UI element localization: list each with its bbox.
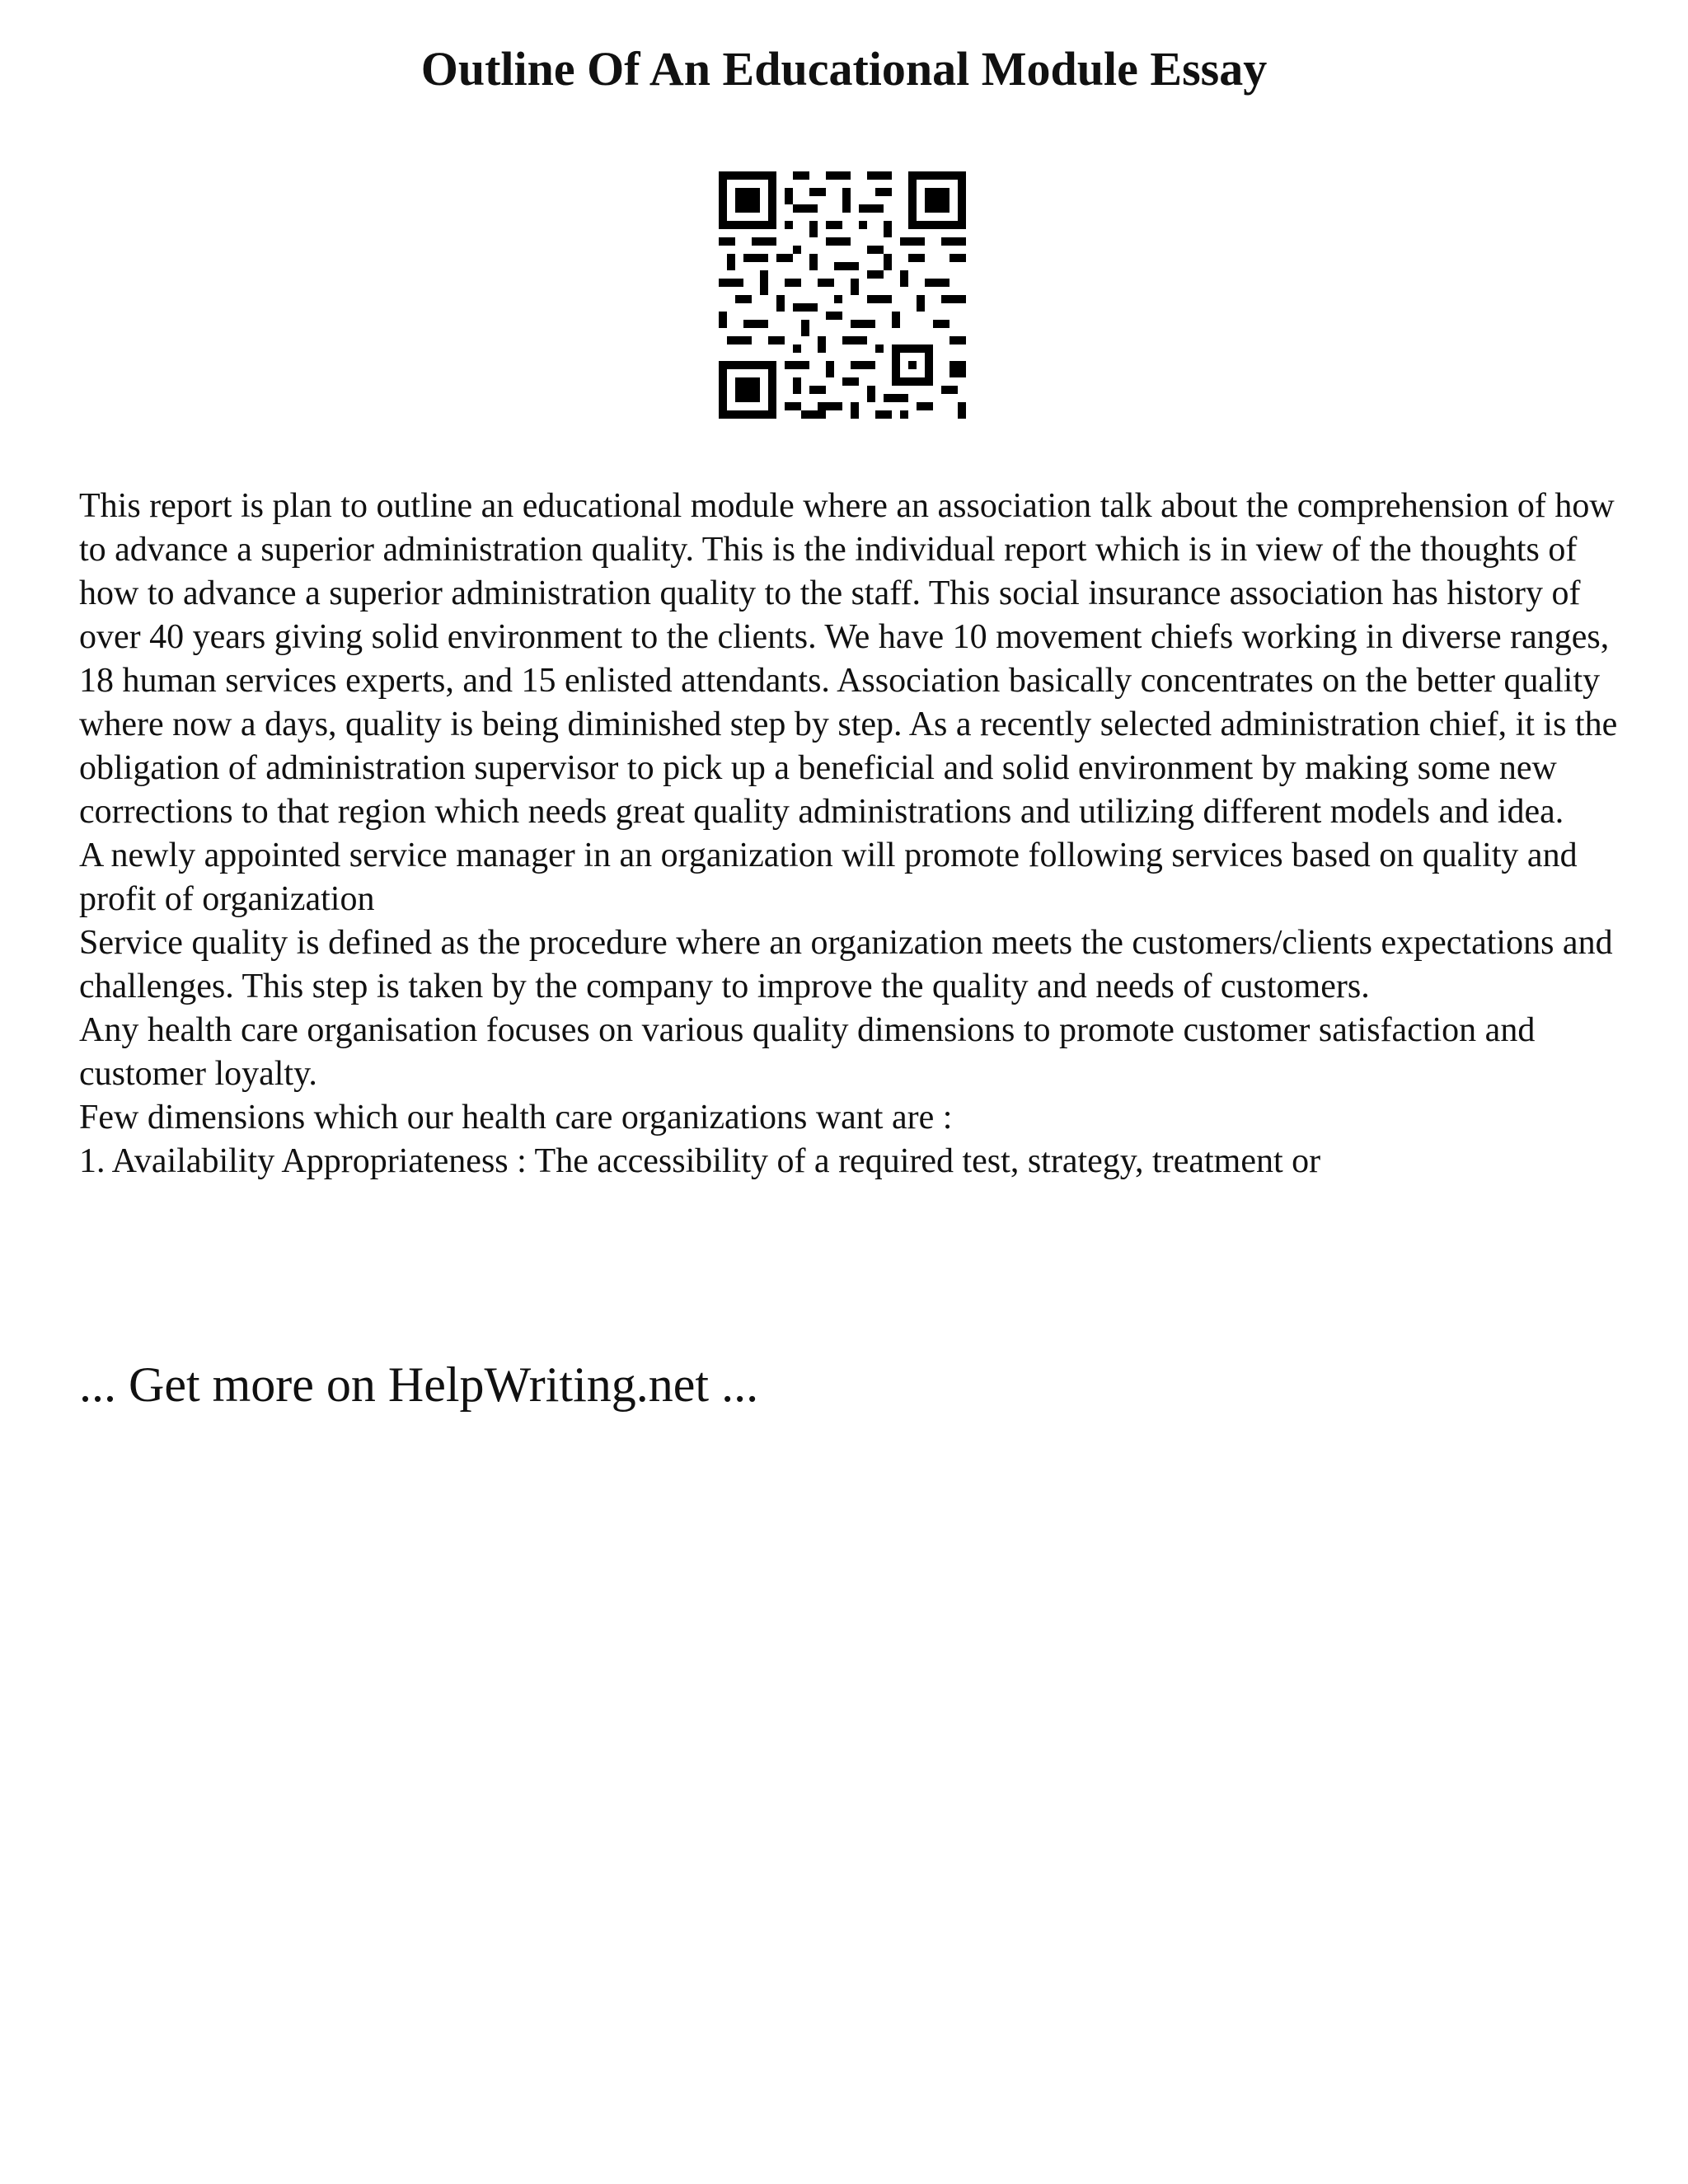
paragraph: A newly appointed service manager in an organization will promote following services based on quality and profit of organization [79, 837, 1578, 918]
page-title: Outline Of An Educational Module Essay [420, 42, 1268, 96]
paragraph: Any health care organisation focuses on various quality dimensions to promote customer satisfaction and customer loyalty. [79, 1011, 1536, 1093]
paragraph: Few dimensions which our health care organizations want are : [79, 1099, 953, 1137]
get-more-link[interactable]: ... Get more on HelpWriting.net ... [79, 1357, 759, 1412]
essay-body [79, 485, 1629, 1183]
paragraph: This report is plan to outline an educational module where an association talk about the comprehension of how to advance a superior administration quality. This is the individual report which is in view of the thoughts of how to advance a superior administration quality to the staff. This social insurance association has history of over 40 years giving solid environment to the clients. We have 10 movement chiefs working in diverse ranges, 18 human services experts, and 15 enlisted attendants. Association basically concentrates on the better quality where now a days, quality is being diminished step by step. As a recently selected administration chief, it is the obligation of administration supervisor to pick up a beneficial and solid environment by making some new corrections to that region which needs great quality administrations and utilizing different models and idea. [79, 487, 1618, 831]
paragraph: 1. Availability Appropriateness : The accessibility of a required test, strategy, treatment or [79, 1142, 1321, 1180]
qr-code-icon [719, 171, 966, 419]
paragraph: Service quality is defined as the procedure where an organization meets the customers/clients expectations and challenges. This step is taken by the company to improve the quality and needs of customers. [79, 924, 1613, 1005]
